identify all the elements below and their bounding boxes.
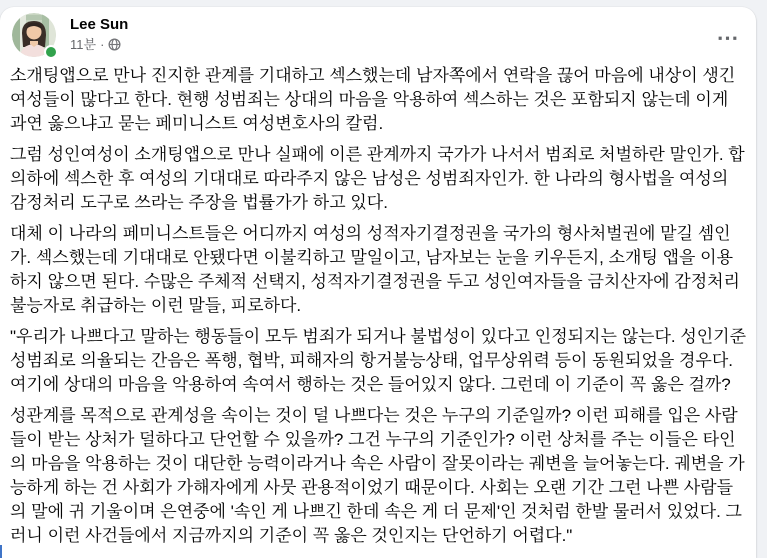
post-body [0,57,756,548]
post-paragraph: 그럼 성인여성이 소개팅앱으로 만나 실패에 이른 관계까지 국가가 나서서 범죄로 처벌하란 말인가. 합의하에 섹스한 후 여성의 기대대로 따라주지 않은 남성은 성범죄자인가. 한 나라의 형사법을 여성의 감정처리 도구로 쓰라는 주장을 법률가가 하고 있다. [10,145,745,212]
more-options-button[interactable] [712,22,744,54]
public-globe-icon [108,38,121,51]
more-options-icon: ⋯ [716,25,740,50]
edge-artifact-bar [0,545,2,558]
post-header [0,7,756,57]
meta-separator: · [100,37,105,52]
post-paragraph: "우리가 나쁘다고 말하는 행동들이 모두 범죄가 되거나 불법성이 있다고 인정되지는 않는다. 성인기준 성범죄로 의율되는 간음은 폭행, 협박, 피해자의 항거불능상태, 업무상위력 등이 동원되었을 경우다. 여기에 상대의 마음을 악용하여 속여서 행하는 것은 들어있지 않다. 그런데 이 기준이 꼭 옳은 걸까? [10,327,747,394]
post-paragraph: 대체 이 나라의 페미니스트들은 어디까지 여성의 성적자기결정권을 국가의 형사처벌권에 맡길 셈인가. 섹스했는데 기대대로 안됐다면 이불킥하고 말일이고, 남자보는 눈을 키우든지, 소개팅 앱을 이용하지 않으면 된다. 수많은 주체적 선택지, 성적자기결정권을 두고 성인여자들을 금치산자에 감정처리 불능자로 취급하는 이런 말들, 피로하다. [10,224,740,315]
facebook-post-card [0,7,756,558]
avatar[interactable] [12,13,56,57]
post-paragraph: 소개팅앱으로 만나 진지한 관계를 기대하고 섹스했는데 남자쪽에서 연락을 끊어 마음에 내상이 생긴 여성들이 많다고 한다. 현행 성범죄는 상대의 마음을 악용하여 섹스하는 것은 포함되지 않는데 이게 과연 옳으냐고 묻는 페미니스트 여성변호사의 칼럼. [10,66,736,133]
author-name[interactable]: Lee Sun [70,16,129,33]
post-meta [70,36,128,53]
post-header-text [70,13,128,53]
post-paragraph: 성관계를 목적으로 관계성을 속이는 것이 덜 나쁘다는 것은 누구의 기준일까? 이런 피해를 입은 사람들이 받는 상처가 덜하다고 단언할 수 있을까? 그건 누구의 기준인가? 이런 상처를 주는 이들은 타인의 마음을 악용하는 것이 대단한 능력이라거나 속은 사람이 잘못이라는 궤변을 늘어놓는다. 궤변을 가능하게 하는 건 사회가 가해자에게 사뭇 관용적이었기 때문이다. 사회는 오랜 기간 그런 나쁜 사람들의 말에 귀 기울이며 은연중에 '속인 게 나쁘긴 한데 속은 게 더 문제'인 것처럼 한발 물러서 있었다. 그러니 이런 사건들에서 지금까지의 기준이 꼭 옳은 것인지는 단언하기 어렵다." [10,406,745,545]
post-timestamp[interactable]: 11분 [70,37,97,52]
online-status-dot [44,45,58,59]
